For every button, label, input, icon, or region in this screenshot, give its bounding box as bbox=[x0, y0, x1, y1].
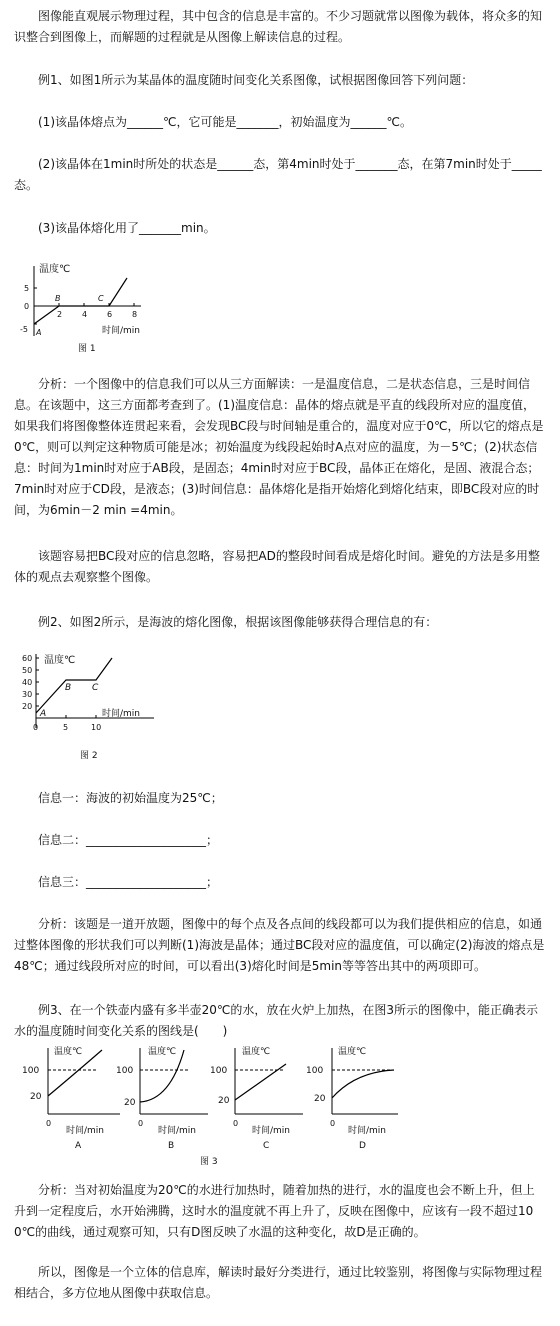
figure-3-label-a: A bbox=[75, 1141, 82, 1151]
intro-paragraph: 图像能直观展示物理过程，其中包含的信息是丰富的。不少习题就常以图像为载体，将众多的知识整合到图像上，而解题的过程就是从图像上解读信息的过程。 bbox=[14, 9, 543, 44]
figure-2-graph bbox=[16, 646, 166, 766]
figure-2-caption: 图 2 bbox=[80, 751, 98, 761]
figure-2-ytick: 60 bbox=[22, 654, 33, 663]
figure-1-point-b: B bbox=[55, 294, 61, 303]
figure-1-ylabel: 温度℃ bbox=[39, 264, 71, 275]
svg-text:时间/min: 时间/min bbox=[66, 1126, 105, 1136]
figure-3-option-b-graph bbox=[116, 1045, 208, 1151]
svg-text:0: 0 bbox=[330, 1119, 336, 1128]
svg-text:时间/min: 时间/min bbox=[252, 1126, 291, 1136]
svg-text:温度℃: 温度℃ bbox=[148, 1047, 177, 1057]
figure-3-label-d: D bbox=[359, 1141, 366, 1151]
figure-1-ytick: -5 bbox=[20, 325, 28, 334]
figure-1-graph bbox=[16, 256, 156, 356]
figure-1-ytick: 0 bbox=[24, 302, 30, 311]
figure-3-curve-b bbox=[140, 1050, 184, 1102]
svg-text:温度℃: 温度℃ bbox=[338, 1047, 367, 1057]
svg-text:100: 100 bbox=[306, 1066, 324, 1076]
figure-2-curve bbox=[36, 658, 112, 713]
figure-3-option-c-graph bbox=[210, 1045, 303, 1151]
figure-2-point-c: C bbox=[92, 683, 99, 693]
figure-3-curve-c bbox=[235, 1064, 286, 1100]
figure-3-label-b: B bbox=[168, 1141, 175, 1151]
figure-2-xtick: 10 bbox=[91, 723, 102, 732]
example-1-question-2: (2)该晶体在1min时所处的状态是______态，第4min时处于_______态，在第7min时处于_____态。 bbox=[14, 157, 542, 192]
example-1-title: 例1、如图1所示为某晶体的温度随时间变化关系图像，试根据图像回答下列问题： bbox=[38, 73, 474, 87]
example-3-title: 例3、在一个铁壶内盛有多半壶20℃的水，放在火炉上加热，在图3所示的图像中，能正确表示水的温度随时间变化关系的图线是( ) bbox=[14, 1003, 539, 1038]
figure-2-ytick: 20 bbox=[22, 702, 33, 711]
figure-2-xtick: 5 bbox=[63, 723, 69, 732]
example-2-analysis: 分析：该题是一道开放题，图像中的每个点及各点间的线段都可以为我们提供相应的信息，如通过整体图像的形状我们可以判断(1)海波是晶体；通过BC段对应的温度值，可以确定(2)海波的熔点是48℃；通过线段所对应的时间，可以看出(3)熔化时间是5min等等答出其中的两项即可。 bbox=[14, 917, 545, 973]
figure-2-xtick: 0 bbox=[33, 723, 39, 732]
svg-text:20: 20 bbox=[218, 1096, 230, 1106]
conclusion-paragraph: 所以，图像是一个立体的信息库，解读时最好分类进行，通过比较鉴别，将图像与实际物理过程相结合，多方位地从图像中获取信息。 bbox=[14, 1265, 543, 1300]
svg-text:时间/min: 时间/min bbox=[348, 1126, 387, 1136]
example-1-question-3: (3)该晶体熔化用了_______min。 bbox=[38, 221, 216, 235]
figure-1-xtick: 4 bbox=[82, 310, 88, 319]
example-1-analysis: 分析：一个图像中的信息我们可以从三方面解读：一是温度信息，二是状态信息，三是时间信息。在该题中，这三方面都考查到了。(1)温度信息：晶体的熔点就是平直的线段所对应的温度值，如果我们将图像整体连贯起来看，会发现BC段与时间轴是重合的，温度对应于0℃，所以它的熔点是0℃，则可以判定这种物质可能是冰；初始温度为线段起始时A点对应的温度，为－5℃；(2)状态信息：时间为1min时对应于AB段，是固态；4min时对应于BC段，晶体正在熔化，是固、液混合态；7min时对应于CD段，是液态；(3)时间信息：晶体熔化是指开始熔化到熔化结束，即BC段对应的时间，为6min－2 min =4min。 bbox=[14, 377, 544, 517]
example-2-info-2: 信息二：____________________； bbox=[38, 833, 219, 847]
figure-1-xlabel: 时间/min bbox=[102, 326, 141, 336]
svg-text:0: 0 bbox=[46, 1119, 52, 1128]
figure-2-ylabel: 温度℃ bbox=[44, 655, 76, 666]
figure-1-curve bbox=[34, 278, 127, 324]
example-2-title: 例2、如图2所示，是海波的熔化图像，根据该图像能够获得合理信息的有： bbox=[38, 615, 438, 629]
figure-2-point-b: B bbox=[65, 683, 72, 693]
example-2-info-1: 信息一：海波的初始温度为25℃； bbox=[38, 791, 223, 805]
svg-text:100: 100 bbox=[210, 1066, 228, 1076]
figure-1-ytick: 5 bbox=[24, 284, 30, 293]
figure-3-label-c: C bbox=[263, 1141, 270, 1151]
figure-3-option-d-graph bbox=[306, 1045, 398, 1151]
figure-1-xtick: 2 bbox=[57, 310, 63, 319]
figure-2-ytick: 30 bbox=[22, 690, 33, 699]
figure-2-ytick: 50 bbox=[22, 666, 33, 675]
figure-3-option-a-graph bbox=[22, 1045, 120, 1151]
svg-text:0: 0 bbox=[233, 1119, 239, 1128]
figure-1-xtick: 6 bbox=[107, 310, 113, 319]
svg-text:温度℃: 温度℃ bbox=[54, 1047, 83, 1057]
figure-3-caption: 图 3 bbox=[200, 1157, 218, 1167]
example-2-info-3: 信息三：____________________； bbox=[38, 875, 219, 889]
svg-text:100: 100 bbox=[116, 1066, 134, 1076]
example-3-analysis: 分析：当对初始温度为20℃的水进行加热时，随着加热的进行，水的温度也会不断上升，但上升到一定程度后，水开始沸腾，这时水的温度就不再上升了，反映在图像中，应该有一段不超过100℃的曲线，通过观察可知，只有D图反映了水温的这种变化，故D是正确的。 bbox=[14, 1183, 535, 1239]
svg-text:时间/min: 时间/min bbox=[158, 1126, 197, 1136]
svg-text:0: 0 bbox=[138, 1119, 144, 1128]
svg-text:20: 20 bbox=[30, 1092, 42, 1102]
svg-text:100: 100 bbox=[22, 1066, 40, 1076]
figure-3-curve-d bbox=[332, 1070, 394, 1098]
example-1-question-1: (1)该晶体熔点为______℃，它可能是_______，初始温度为______℃。 bbox=[38, 115, 412, 129]
figure-3-graphs bbox=[20, 1040, 400, 1168]
figure-1-point-c: C bbox=[98, 294, 104, 303]
svg-text:温度℃: 温度℃ bbox=[242, 1047, 271, 1057]
figure-2-xlabel: 时间/min bbox=[102, 709, 141, 719]
figure-1-xtick: 8 bbox=[132, 310, 138, 319]
figure-2-ytick: 40 bbox=[22, 678, 33, 687]
svg-text:20: 20 bbox=[124, 1098, 136, 1108]
figure-1-caption: 图 1 bbox=[78, 344, 96, 354]
figure-2-point-a: A bbox=[40, 709, 47, 719]
svg-text:20: 20 bbox=[314, 1094, 326, 1104]
example-1-note: 该题容易把BC段对应的信息忽略，容易把AD的整段时间看成是熔化时间。避免的方法是多用整体的观点去观察整个图像。 bbox=[14, 549, 540, 584]
figure-1-point-a: A bbox=[36, 328, 42, 337]
